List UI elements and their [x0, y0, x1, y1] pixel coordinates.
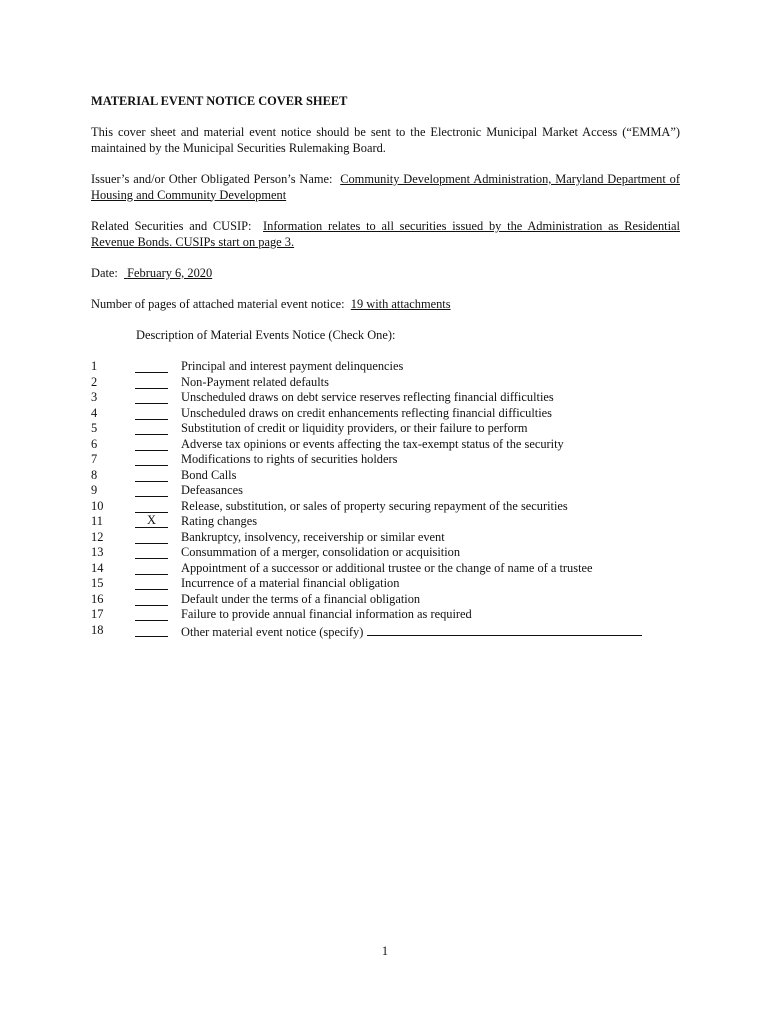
event-list [91, 359, 691, 638]
event-row [91, 592, 691, 608]
event-label [181, 483, 243, 499]
event-row [91, 437, 691, 453]
event-label-text: Failure to provide annual financial information as required [181, 607, 472, 621]
event-checkbox-blank[interactable] [135, 359, 168, 373]
event-label-text: Unscheduled draws on credit enhancements reflecting financial difficulties [181, 405, 553, 420]
intro-paragraph: This cover sheet and material event notice should be sent to the Electronic Municipal Market Access (“EMMA”) maintained by the Municipal Securities Rulemaking Board. [91, 125, 680, 155]
event-label [181, 406, 552, 422]
event-checkbox-blank[interactable] [135, 530, 168, 544]
issuer-paragraph [91, 172, 680, 203]
specify-blank[interactable] [367, 623, 642, 636]
date-label: Date: [91, 266, 118, 280]
date-value [124, 266, 212, 280]
event-number: 3 [91, 390, 98, 404]
event-checkbox-blank[interactable] [135, 561, 168, 575]
event-number: 5 [91, 421, 98, 435]
event-row [91, 375, 691, 391]
event-number: 11 [91, 514, 103, 528]
event-number: 14 [91, 560, 104, 575]
event-row [91, 468, 691, 484]
event-checkbox-blank[interactable] [135, 468, 168, 482]
event-checkbox-blank[interactable] [135, 390, 168, 404]
event-label-text: Adverse tax opinions or events affecting the tax-exempt status of the security [181, 436, 564, 451]
event-checkbox-blank[interactable] [135, 421, 168, 435]
event-checkbox-blank[interactable] [135, 623, 168, 637]
event-label-text: Bankruptcy, insolvency, receivership or similar event [181, 529, 445, 544]
event-number: 7 [91, 452, 98, 466]
event-row [91, 514, 691, 530]
event-number: 1 [91, 359, 98, 373]
related-securities-paragraph [91, 219, 680, 250]
pages-value: 19 with attachments [350, 297, 451, 311]
event-checkbox-blank[interactable]: X [135, 514, 168, 528]
event-row [91, 607, 691, 623]
issuer-label: Issuer’s and/or Other Obligated Person’s Name: [91, 172, 333, 186]
event-checkbox-blank[interactable] [135, 607, 168, 621]
pages-line [91, 297, 680, 313]
event-checkbox-blank[interactable] [135, 406, 168, 420]
event-number: 17 [91, 607, 104, 621]
event-label [181, 359, 403, 375]
event-label [181, 545, 460, 561]
event-checkbox-blank[interactable] [135, 375, 168, 389]
event-label [181, 576, 399, 592]
event-label-text: Substitution of credit or liquidity providers, or their failure to perform [181, 421, 528, 435]
related-label: Related Securities and CUSIP: [91, 219, 252, 233]
event-number: 15 [91, 576, 104, 590]
event-row [91, 545, 691, 561]
event-row [91, 406, 691, 422]
event-checkbox-blank[interactable] [135, 576, 168, 590]
event-label-text: Unscheduled draws on debt service reserves reflecting financial difficulties [181, 390, 554, 404]
event-label-text: Bond Calls [181, 467, 237, 482]
event-label [181, 468, 236, 484]
event-label [181, 499, 568, 515]
event-number: 8 [91, 467, 98, 482]
event-number: 2 [91, 374, 98, 389]
event-label-text: Incurrence of a material financial obligation [181, 576, 400, 590]
date-text: February 6, 2020 [127, 266, 213, 280]
event-label [181, 452, 397, 468]
event-number: 6 [91, 436, 98, 451]
event-label [181, 561, 593, 577]
event-checkbox-blank[interactable] [135, 592, 168, 606]
event-label [181, 623, 642, 641]
event-label-text: Default under the terms of a financial obligation [181, 591, 421, 606]
page-number: 1 [381, 944, 389, 958]
event-checkbox-blank[interactable] [135, 452, 168, 466]
event-row [91, 421, 691, 437]
event-row [91, 499, 691, 515]
event-label-text: Rating changes [181, 514, 258, 528]
event-label [181, 514, 257, 530]
event-row [91, 483, 691, 499]
event-number: 4 [91, 405, 98, 420]
date-line [91, 266, 680, 282]
event-checkbox-blank[interactable] [135, 483, 168, 497]
pages-label: Number of pages of attached material event notice: [91, 297, 345, 311]
event-label-text: Consummation of a merger, consolidation or acquisition [181, 545, 461, 559]
event-label-text: Release, substitution, or sales of property securing repayment of the securities [181, 498, 568, 513]
event-row [91, 359, 691, 375]
event-checkbox-blank[interactable] [135, 499, 168, 513]
event-label [181, 421, 528, 437]
event-label [181, 592, 420, 608]
event-label-text: Non-Payment related defaults [181, 374, 329, 389]
event-label-text: Other material event notice (specify) [181, 624, 364, 639]
event-label [181, 607, 472, 623]
event-row [91, 623, 691, 639]
event-checkbox-blank[interactable] [135, 545, 168, 559]
event-label-text: Appointment of a successor or additional trustee or the change of name of a trustee [181, 560, 593, 575]
event-label-text: Modifications to rights of securities holders [181, 452, 398, 466]
event-number: 10 [91, 498, 104, 513]
event-number: 9 [91, 483, 98, 497]
event-row [91, 576, 691, 592]
event-row [91, 452, 691, 468]
event-row [91, 561, 691, 577]
description-heading: Description of Material Events Notice (Check One): [136, 328, 396, 342]
event-label [181, 437, 564, 453]
event-checkbox-blank[interactable] [135, 437, 168, 451]
event-row [91, 530, 691, 546]
related-value: Information relates to all securities issued by the Administration as Residential Revenue Bonds. CUSIPs start on page 3. [91, 219, 680, 249]
event-number: 12 [91, 529, 104, 544]
event-number: 13 [91, 545, 104, 559]
event-number: 18 [91, 622, 104, 637]
event-row [91, 390, 691, 406]
event-label [181, 530, 445, 546]
event-label-text: Principal and interest payment delinquencies [181, 359, 404, 373]
issuer-value: Community Development Administration, Maryland Department of Housing and Community Development [91, 172, 680, 202]
event-label [181, 375, 329, 391]
event-label-text: Defeasances [181, 483, 243, 497]
event-label [181, 390, 554, 406]
event-number: 16 [91, 591, 104, 606]
page-title: MATERIAL EVENT NOTICE COVER SHEET [91, 94, 348, 108]
